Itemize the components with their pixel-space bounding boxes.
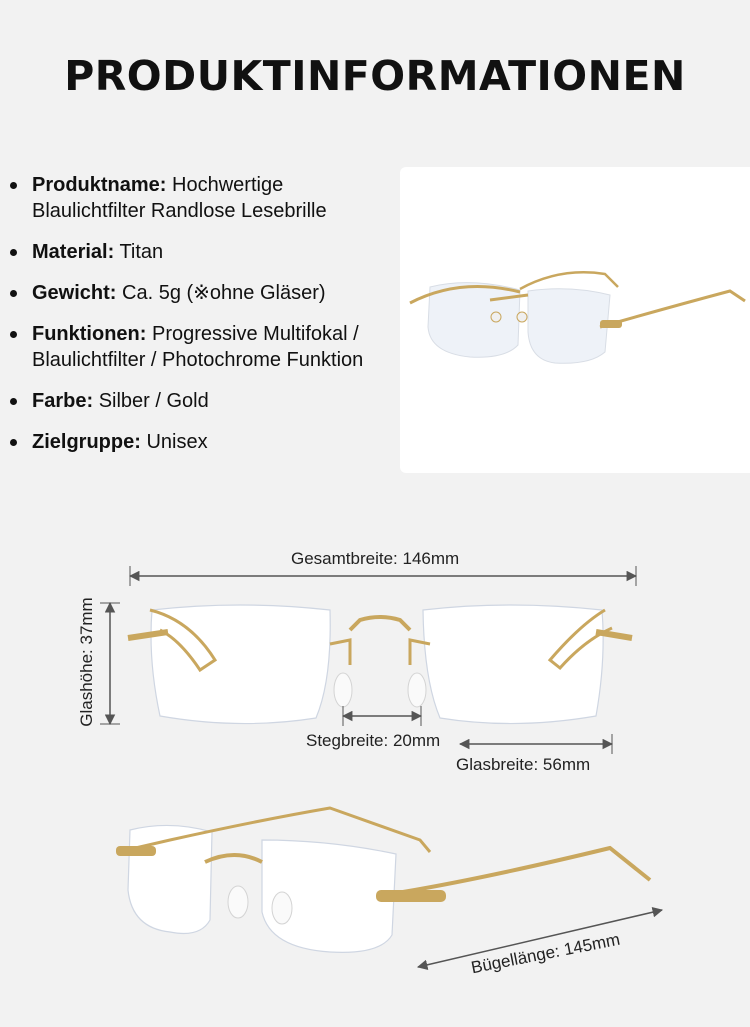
spec-label: Gewicht: bbox=[32, 282, 117, 304]
total-width-label: Gesamtbreite: 146mm bbox=[291, 549, 460, 568]
spec-label: Produktname: bbox=[32, 174, 167, 196]
spec-label: Material: bbox=[32, 241, 115, 263]
glasses-front-view bbox=[128, 605, 632, 724]
spec-label: Zielgruppe: bbox=[32, 431, 141, 453]
spec-list bbox=[10, 172, 400, 470]
bullet-icon bbox=[10, 249, 17, 256]
bullet-icon bbox=[10, 182, 17, 189]
bullet-icon bbox=[10, 398, 17, 405]
spec-item-color bbox=[10, 388, 400, 414]
spec-value: Unisex bbox=[146, 431, 208, 453]
spec-label: Farbe: bbox=[32, 390, 94, 412]
spec-item-target-group bbox=[10, 429, 400, 455]
dimension-diagram bbox=[0, 540, 750, 1027]
bullet-icon bbox=[10, 331, 17, 338]
spec-item-material bbox=[10, 239, 400, 265]
glasses-side-view-image bbox=[400, 167, 750, 473]
product-photo bbox=[400, 167, 750, 473]
lens-height-label: Glashöhe: 37mm bbox=[77, 597, 96, 727]
bullet-icon bbox=[10, 290, 17, 297]
spec-value: Silber / Gold bbox=[98, 390, 209, 412]
temple-length-label: Bügellänge: 145mm bbox=[469, 929, 622, 978]
lens-width-label: Glasbreite: 56mm bbox=[456, 755, 591, 774]
bridge-width-label: Stegbreite: 20mm bbox=[306, 731, 441, 750]
spec-value: Progressive Multifokal / Blaulichtfilter / Photochrome Funktion bbox=[32, 323, 364, 371]
spec-value: Titan bbox=[119, 241, 164, 263]
spec-value: Ca. 5g (※ohne Gläser) bbox=[122, 282, 326, 304]
page-title: PRODUKTINFORMATIONEN bbox=[64, 52, 686, 100]
glasses-angled-view bbox=[116, 808, 650, 952]
spec-value: Hochwertige Blaulichtfilter Randlose Lesebrille bbox=[32, 174, 327, 222]
spec-item-functions bbox=[10, 321, 400, 373]
spec-item-product-name bbox=[10, 172, 400, 224]
bullet-icon bbox=[10, 439, 17, 446]
spec-label: Funktionen: bbox=[32, 323, 147, 345]
spec-item-weight bbox=[10, 280, 400, 306]
